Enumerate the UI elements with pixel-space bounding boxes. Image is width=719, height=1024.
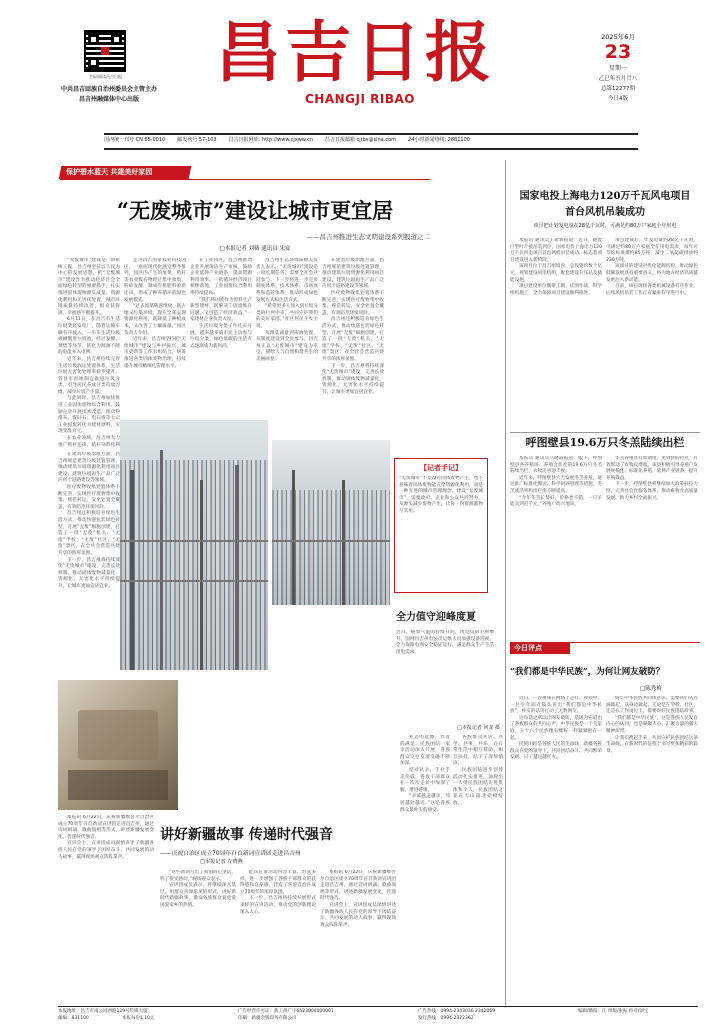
right2-col-1 [510, 456, 602, 636]
mid-col-2 [453, 735, 503, 1005]
paragraph: “今年冬羔长势好，价格也不错，一只羊能卖到近千元。”养殖户高兴地说。 [510, 495, 602, 508]
paragraph: 下一步，昌吉州将持续深化“无废城市”建设，完善长效机制，推动固体废物减量化、资源化、无害化水平持续提升，让城市更加宜居宜业。 [322, 363, 384, 395]
lead-byline: □本报记者 刘薇 通讯员 朱宴 [219, 246, 291, 252]
right1-headline-2[interactable]: 首台风机吊装成功 [565, 207, 645, 218]
paragraph: 项目建成后，年发电量约28亿千瓦时，可满足约80万户家庭全年用电需求，每年可节约标准煤约85万吨，减少二氧化碳排放约230万吨。 [606, 238, 698, 263]
paragraph: 下一步，昌吉州将持续深化“无废城市”建设，完善长效机制，推动固体废物减量化、资源化、无害化水平持续提升，让城市更加宜居宜业。 [58, 557, 120, 589]
paragraph: “我们都是中华民族”，这是各族人民发自内心的认同，也是凝聚人心、汇聚力量的强大精神纽带。 [606, 715, 698, 734]
bottom-col-1 [58, 815, 154, 1005]
paragraph: 此次宣讲活动内容丰富、形式多样，进一步增强了各族干部群众的获得感和自豪感，营造了喜迎自治区成立70周年的浓厚氛围。 [240, 870, 316, 895]
paragraph: 昌吉州还积极培育绿色生活方式，推动快递包装绿色转型，开展“无废”细胞创建，打造了一批“无废”机关、“无废”学校、“无废”社区、“无废”景区，在全社会营造共建共享的浓厚氛围。 [322, 317, 384, 362]
footer-print: 印刷：新疆金版印务有限公司 [238, 1016, 297, 1021]
paragraph: 本报讯 通讯员马晓霞报道：眼下，呼图壁县各养殖场、养殖合作社的19.6万只冬羔陆续出栏，农牧民喜迎丰收。 [510, 456, 602, 475]
info-website[interactable]: 昌吉日报网址: http://www.cjxww.cn [228, 137, 313, 143]
header [0, 0, 719, 134]
paragraph: 6月11日，在昌吉市生活垃圾焚烧发电厂，随着运输车辆有序驶入，一车车生活垃圾被倾倒进垃圾池，经过发酵、焚烧等环节，转化为源源不断的电能并入电网。 [58, 317, 120, 356]
lead-col-1 [58, 258, 120, 448]
paragraph: 近日，一段视频在网络上走红。视频中，一位少年面对镜头说出“我们都是中华民族”，朴实的话语打动了无数网友。 [510, 696, 602, 715]
paragraph: 在建筑垃圾治理方面，昌吉州规范建筑垃圾处置管理，推动建筑垃圾资源化利用项目建设，建筑垃圾再生产品广泛应用于道路建设等领域。 [58, 452, 120, 484]
page-count: 今日4版 [608, 96, 628, 102]
paragraph: 在工业园区，昌吉州推动企业开展清洁生产审核，鼓励企业延伸产业链条，提高资源利用效率。一批循环经济项目相继落地，工业固废综合利用率持续提高。 [190, 258, 252, 296]
paragraph: 该项目位于昌吉州境内，总投资约数十亿元，规划建设风电机组，配套建设升压站及储能设施。 [510, 264, 602, 283]
right1-headline-1[interactable]: 国家电投上海电力120万千瓦风电项目 [519, 191, 691, 202]
paragraph: 生活垃圾分类工作扎实开展，越来越多的市民主动参与垃圾分类，绿色低碳的生活方式逐渐成为新风尚。 [190, 323, 252, 349]
paragraph: “过去尾菜随意堆放，既占地又污染环境，现在全部实现资源化利用，既降低了种植成本，又改善了土壤质量。”园区负责人介绍。 [124, 304, 186, 336]
publisher-line-2: 昌吉州融媒体中心出版 [78, 96, 139, 103]
footer-ad-phone: 广告热线：0994-2343036 2342069 [418, 1009, 496, 1014]
qr-code-icon[interactable] [84, 30, 126, 72]
lead-col-3 [124, 258, 186, 418]
section-banner-text: 保护碧水蓝天 共建美好家园 [66, 168, 153, 176]
lead-col-4 [190, 258, 252, 418]
issue-number: 总第12277期 [601, 86, 635, 92]
mid-col-1 [400, 735, 450, 1005]
footer-rule [58, 1006, 698, 1007]
info-cn-number: 国内统一刊号 CN 65-0010 [104, 137, 166, 143]
info-bar [104, 136, 638, 146]
paragraph: 铸牢中华民族共同体意识，需要我们从点滴做起，从身边做起。无论是在学校、社区，还是在工作岗位上，都要讲好民族团结故事。 [606, 696, 698, 715]
paragraph: 在农业领域，昌吉州大力推广秸秆还田、秸秆饲料化利 [58, 436, 120, 448]
commentary-col-1 [510, 696, 602, 1006]
masthead-pinyin: CHANGJI RIBAO [305, 92, 415, 106]
photo-caption-text: 近日，随着气温的持续升高，用电负荷不断攀升。国网昌吉供电公司运维人员加强设备巡视，全力保障电网安全稳定运行，满足群众生产生活用电需求。 [396, 630, 494, 655]
masthead-title: 昌吉日报 [215, 13, 495, 91]
paragraph: 从源头减量到末端处置，从制度建设到全民参与，昌吉州正以“无废城市”建设为牵引，描绘人与自然和谐共生的美丽画卷。 [256, 330, 318, 362]
paragraph: 医疗废物收集处置体系不断完善，实现医疗废物集中收集、规范转运、安全处置全覆盖，有效防范环境风险。 [322, 290, 384, 316]
paragraph: 本报讯 6月22日，庆祝新疆维吾尔自治区成立70周年百首新词宣讲团走进昌吉州，通过诗词朗诵、歌曲演唱等形式，讲述新疆发展变化，传递时代强音。 [320, 870, 396, 902]
paragraph: 民族团结是各族人民的生命线。新疆各族群众在党的领导下，共同团结奋斗、共同繁荣发展，日子越过越红火。 [510, 742, 602, 761]
paragraph: 下一步，呼图壁县将继续加大政策扶持力度，完善社会化服务体系，推动畜牧业高质量发展，助力乡村全面振兴。 [606, 482, 698, 501]
paragraph: “希望更多人加入到垃圾分类的行列中来，共同守护我们的美好家园。”社区居民王女士说。 [256, 304, 318, 329]
lead-subhead: ——昌吉州推进生态文明建设系列报道之二 [306, 233, 430, 241]
paragraph: 宣讲会上，宣讲团成员深情讲述了新疆各族人民在党的领导下团结奋斗、共同发展的动人故事，赢得现场观众阵阵掌声。 [320, 902, 396, 928]
commentary-col-2 [606, 696, 698, 1006]
header-rule-bottom [104, 148, 638, 150]
lead-headline[interactable]: “无废城市”建设让城市更宜居 [116, 198, 394, 223]
footer-postcode: 邮编：831100 [58, 1016, 89, 1021]
bottom-col-4 [320, 870, 396, 1000]
paragraph: “无废城市”建设是一项系统工程，昌吉州坚持以人民为中心的发展思想，把“无废城市”建设作为推动经济社会全面绿色转型的重要抓手，扎实推进固体废物源头减量、资源化利用和无害化处置，城市环境质量持续改善，群众获得感、幸福感不断提升。 [58, 258, 120, 316]
paragraph: “这些新词写出了我们的心里话，听了很受感动。”现场观众表示。 [160, 870, 236, 882]
paragraph: 本报讯 通讯员王新新报道：近日，随着巨型叶片被吊装到位，国家电投上海电力120万千瓦风电项目首台风机吊装成功，标志着项目建设进入新阶段。 [510, 238, 602, 263]
note-box-title: 【记者手记】 [420, 464, 462, 472]
info-hotline: 24小时新闻热线: 2881100 [408, 137, 470, 143]
date-day: 23 [604, 41, 632, 63]
paragraph: 目前，项目现场各类机械设备有序作业，后续风机吊装工作正在紧张有序进行中。 [606, 284, 698, 296]
bottom-col-2 [160, 870, 236, 1000]
info-post-code: 邮发代号 57-103 [177, 137, 217, 143]
footer-editors: 编辑/播报：汪 组版/张振 校对/刘宝 [578, 1009, 649, 1014]
photo-caption-credit: □本报记者 何龙 摄 [457, 725, 500, 731]
bottom-photo[interactable] [58, 680, 178, 810]
lead-photo[interactable] [120, 420, 268, 670]
paragraph: “亲戚越走越亲，邻居越处越近。”这是各族群众最朴实的感受。 [400, 794, 450, 813]
paragraph: 昌吉州生态环境局相关负责人表示，“无废城市”建设是一项长期任务，需要全社会共同参与。下一步将进一步完善制度体系、技术体系、市场体系和监管体系，推动形成绿色发展方式和生活方式。 [256, 258, 318, 303]
bottom-headline[interactable]: 讲好新疆故事 传递时代强音 [160, 827, 333, 843]
paragraph: 宣讲会上，宣讲团成员深情讲述了新疆各族人民在党的领导下团结奋斗、共同发展的动人故事，赢得现场观众阵阵掌声。 [58, 841, 154, 860]
paragraph: 民族团结进步创建活动扎实推进，涌现出一大批民族团结先进集体和个人，民族团结之花在天山南北竞相绽放。 [453, 767, 503, 806]
lead-photo-2[interactable] [272, 440, 390, 605]
info-email[interactable]: 昌吉日报邮箱 cjrbs@sina.com [324, 137, 397, 143]
commentary-tag-text: 今日评点 [514, 644, 542, 652]
date-year-month: 2025年6月 [601, 33, 635, 41]
bottom-subhead: ——庆祝自治区成立70周年百首新词宣讲团走进昌吉州 [160, 851, 301, 857]
bottom-col-3 [240, 870, 316, 1000]
weekday: 星期一 [608, 65, 627, 72]
paragraph: 医疗废物收集处置体系不断完善，实现医疗废物集中收集、规范转运、安全处置全覆盖，有效防范环境风险。 [58, 484, 120, 510]
paragraph: 近年来，呼图壁县大力发展冬羔养殖，通过推广标准化圈舍、科学饲养管理等措施，冬羔成活率和出栏率不断提高。 [510, 475, 602, 494]
paragraph: 下一步，昌吉州将持续开展形式多样的宣讲活动，推动党的创新理论深入人心。 [240, 896, 316, 915]
paragraph: 冬羔养殖具有周期短、见效快的特点，有效带动了农牧民增收。该县积极引导养殖户发展规模化、标准化养殖，延伸产业链条，提升养殖效益。 [606, 456, 698, 481]
paragraph: 本报讯 6月22日，庆祝新疆维吾尔自治区成立70周年百首新词宣讲团走进昌吉州，通过诗词朗诵、歌曲演唱等形式，讲述新疆发展变化，传递时代强音。 [58, 815, 154, 840]
paragraph: 这句话之所以让网友破防，是因为它道出了各族群众的共同心声。中华民族是一个大家庭，五十六个民族像石榴籽一样紧紧抱在一起。 [510, 715, 602, 741]
photo-caption-title: 全力值守迎峰度夏 [396, 612, 476, 623]
note-box [394, 458, 488, 593]
right1-col-2 [606, 238, 698, 428]
footer [58, 1008, 698, 1024]
paragraph: 项目建设单位倒排工期、挂图作战，科学组织施工，全力保障项目建设顺利推进。 [510, 284, 602, 296]
right1-col-1 [510, 238, 602, 428]
right2-headline[interactable]: 呼图壁县19.6万只冬羔陆续出栏 [525, 436, 685, 449]
banner-rule [60, 179, 430, 180]
paragraph: 让我们携起手来，共同守护民族团结这条生命线，在新时代的征程上书写更加精彩的篇章。 [606, 735, 698, 754]
paragraph: 昌吉州还积极培育绿色生活方式，推动快递包装绿色转型，开展“无废”细胞创建，打造了一批“无废”机关、“无废”学校、“无废”社区、“无废”景区，在全社会营造共建共享的浓厚氛围。 [58, 511, 120, 556]
paragraph: 走进昌吉国家农业科技园区，一座座现代化温室整齐排列，园区内产生的尾菜、秸秆等农业废弃物经过集中收集、粉碎发酵，制成有机肥料重新还田，形成了种养循环的绿色发展模式。 [124, 258, 186, 303]
publisher-line-1: 中共昌吉回族自治州委员会主管主办 [60, 86, 157, 93]
header-rule-top [104, 133, 638, 135]
paragraph: 与此同时，昌吉州加快推进工业固体废物综合利用，鼓励企业开展技术改造，推动粉煤灰、煤矸石、电石渣等大宗工业固废转化为建材原料，实现变废为宝。 [58, 396, 120, 435]
right2-rule [510, 432, 700, 433]
footer-address: 本报地址：昌吉市南公园西路129号传媒大厦 [58, 1009, 148, 1014]
paragraph: 在建筑垃圾治理方面，昌吉州规范建筑垃圾处置管理，推动建筑垃圾资源化利用项目建设，建筑垃圾再生产品广泛应用于道路建设等领域。 [322, 258, 384, 290]
footer-price: 本报每份1.10元 [122, 1016, 155, 1021]
paragraph: 各族群众共居、共学、共事、共乐，在日常生活中相互帮助、相互扶持，结下了深厚情谊。 [453, 735, 503, 767]
lead-col-2 [58, 452, 120, 657]
commentary-headline[interactable]: “我们都是中华民族”，为何让网友破防？ [510, 667, 665, 677]
paragraph: 宣讲团成员表示，将继续深入基层，用群众喜闻乐见的形式，讲好新时代新疆故事，激发各族群众爱党爱国爱家乡的热情。 [160, 883, 236, 908]
commentary-byline: □陈秀梅 [640, 686, 662, 692]
footer-distribution: 发行热线：0994-2322362 [418, 1016, 474, 1021]
footer-ad-license: 广告经营许可证：新工商广字6523004000001 [238, 1009, 334, 1014]
paragraph: 近年来，昌吉州坚持把“无废城市”建设与乡村振兴、城市更新等工作有机结合，统筹推进各类固体废物治理，持续提升城市精细化管理水平。 [124, 337, 186, 369]
lunar-date: 乙巳年五月廿八 [598, 76, 638, 82]
qr-caption: 扫码阅读昌吉日报 [90, 74, 122, 79]
paragraph: 结对认亲、手拉手走亲戚，各族干部群众在一次次走访中加深了解、增进感情。 [400, 767, 450, 793]
column-divider [505, 160, 506, 1005]
bottom-byline: □本报记者 左晓燕 [200, 859, 243, 865]
note-box-text: “无废城市”不是没有固体废物产生，也不意味着固体废物能完全资源化利用，而是一种先进的城市管理理念。建设“无废城市”，需要政府、企业和公众共同努力，从源头减少废物产生，让每一份资源都物尽其用。 [399, 476, 483, 514]
paragraph: 近年来，昌吉州持续完善生活垃圾收运处置体系，生活垃圾无害化处理率稳步提升。各县市因地制宜推进垃圾分类，引导居民养成分类投放习惯，减少垃圾产生量。 [58, 356, 120, 395]
paragraph: “我们将固废作为原料生产新型建材，既解决了固废堆存问题，又创造了经济效益。”一家建材企业负责人说。 [190, 297, 252, 323]
paragraph: 该项目的建设对优化能源结构、推动绿色低碳发展具有重要意义，将为地方经济高质量发展注入新动能。 [606, 264, 698, 283]
lead-col-6 [322, 258, 384, 448]
right1-subhead: 项目把计划发电量在28亿千瓦时，可满足约80万户家庭全年用电 [533, 223, 677, 229]
paragraph: 业态的起源，作者的满足。民族团结一家亲活动深入开展，各族群众交往交流交融不断加深。 [400, 735, 450, 767]
right2-col-2 [606, 456, 698, 636]
date-block [593, 32, 643, 102]
